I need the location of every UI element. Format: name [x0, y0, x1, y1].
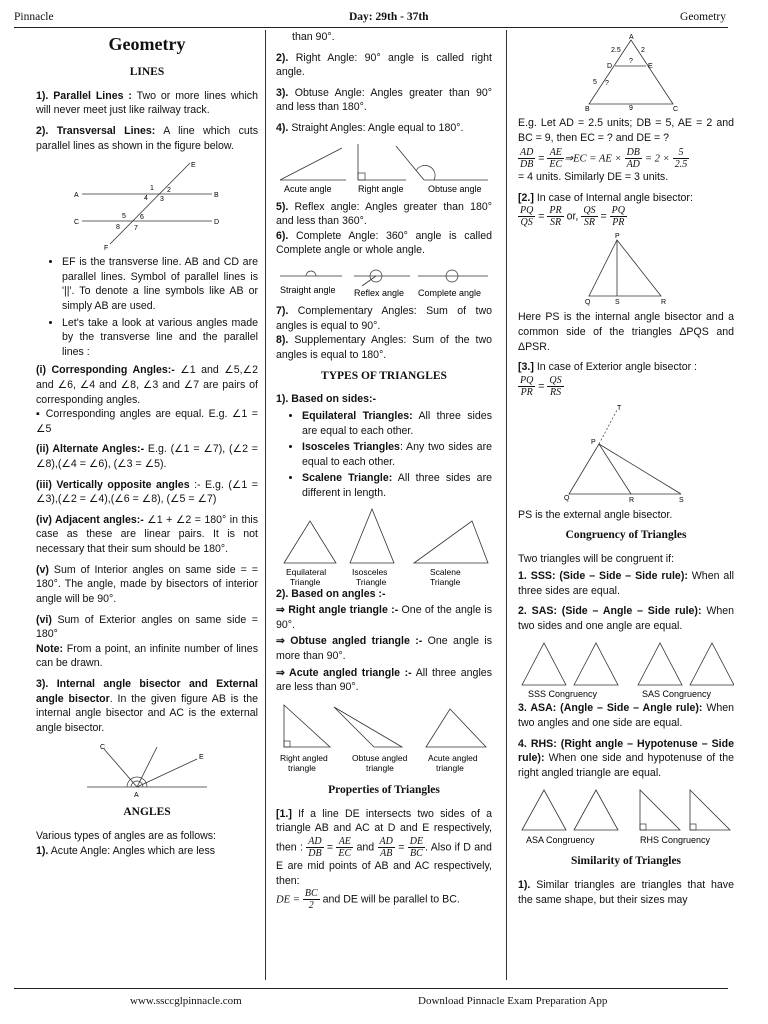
svg-text:B: B	[585, 106, 590, 112]
svg-text:F: F	[104, 245, 109, 252]
interior-angles: (v) Sum of Interior angles on same side = = 180°. The angle, made by bisectors of interior angle will be 90°.	[36, 563, 258, 605]
svg-text:E: E	[191, 162, 196, 170]
footer-app-promo: Download Pinnacle Exam Preparation App	[418, 995, 608, 1007]
svg-text:7: 7	[134, 225, 138, 233]
obtuse-triangle-text: ⇒ Obtuse angled triangle :- One angle is more than 90°.	[276, 635, 492, 663]
svg-text:Complete angle: Complete angle	[418, 288, 482, 299]
asa-rule: 3. ASA: (Angle – Side – Angle rule): When two angles and one side are equal.	[518, 702, 734, 729]
svg-text:2: 2	[641, 47, 645, 54]
svg-text:Equilateral: Equilateral	[286, 566, 327, 577]
corresponding-angles: (i) Corresponding Angles:- ∠1 and ∠5,∠2 and ∠6, ∠4 and ∠8, ∠3 and ∠7 are pairs of corresponding angles. ▪ Corresponding angles are equal. E.g. ∠1 = ∠5	[36, 364, 258, 435]
sas-rule: 2. SAS: (Side – Angle – Side rule): When two sides and one angle are equal.	[518, 605, 734, 632]
svg-text:P: P	[615, 233, 620, 241]
external-bisector-figure	[561, 404, 691, 504]
column-divider	[506, 30, 507, 980]
svg-text:3: 3	[160, 196, 164, 204]
list-item: • Equilateral Triangles: All three sides are equal to each other.	[302, 409, 492, 438]
complementary-angles: 7). Complementary Angles: Sum of two angles is equal to 90°. 8). Supplementary Angles: Sum of the two angles is equal to 180°.	[276, 305, 492, 361]
list-item: • EF is the transverse line. AB and CD are parallel lines. Symbol of parallel lines is '||'. To denote a line symbols like AB or simply AB are used.	[62, 255, 258, 313]
based-on-angles: 2). Based on angles :-	[276, 587, 386, 600]
svg-text:E: E	[199, 754, 204, 762]
svg-text:B: B	[214, 192, 219, 200]
svg-text:C: C	[673, 106, 679, 112]
right-angle-text: 2). Right Angle: 90° angle is called right angle.	[276, 51, 492, 79]
svg-text:C: C	[100, 744, 106, 752]
svg-text:RHS Congruency: RHS Congruency	[640, 835, 711, 846]
straight-angle-text: 4). Straight Angles: Angle equal to 180°.	[276, 122, 464, 135]
right-triangle-text: ⇒ Right angle triangle :- One of the angle is 90°.	[276, 604, 492, 631]
internal-bisector-note: Here PS is the internal angle bisector and a common side of the triangles ΔPQS and ΔPSR.	[518, 311, 734, 353]
svg-text:9: 9	[629, 105, 633, 112]
svg-text:SSS Congruency: SSS Congruency	[528, 689, 598, 700]
svg-text:Acute angled: Acute angled	[428, 752, 478, 763]
svg-text:Obtuse angled: Obtuse angled	[352, 752, 408, 763]
svg-text:1: 1	[150, 185, 154, 193]
svg-text:Obtuse angle: Obtuse angle	[428, 183, 482, 194]
svg-text:S: S	[615, 299, 620, 307]
svg-text:2: 2	[167, 187, 171, 195]
svg-text:Q: Q	[585, 299, 591, 307]
exterior-angles: (vi) Sum of Exterior angles on same side = 180° Note: From a point, an infinite number of lines can be drawn.	[36, 613, 258, 670]
acute-triangle-text: ⇒ Acute angled triangle :- All three angles are less than 90°.	[276, 666, 492, 694]
properties-heading: Properties of Triangles	[328, 783, 440, 796]
alternate-angles: (ii) Alternate Angles:- E.g. (∠1 = ∠7), (∠2 = ∠8),(∠4 = ∠6), (∠3 = ∠5).	[36, 443, 258, 471]
svg-text:triangle: triangle	[288, 762, 316, 773]
angle-triangles-figure	[276, 701, 492, 777]
svg-text:?: ?	[605, 80, 609, 87]
svg-text:Right angle: Right angle	[358, 183, 404, 194]
acute-angle-text: 1). Acute Angle: Angles which are less	[36, 844, 216, 857]
svg-text:6: 6	[140, 214, 144, 222]
angle-bisector-text: 3). Internal angle bisector and External angle bisector. In the given figure AB is the internal angle bisector and AC is the external angle bisector.	[36, 677, 258, 734]
reflex-angle-text: 5). Reflex angle: Angles greater than 180° and less than 360°. 6). Complete Angle: 360° angle is called Complete angle or whole angle.	[276, 200, 492, 257]
angles-heading: ANGLES	[123, 806, 171, 819]
angle-types-figure	[276, 142, 492, 200]
footer-website[interactable]: www.ssccglpinnacle.com	[130, 995, 242, 1007]
svg-text:5: 5	[122, 213, 126, 221]
svg-text:P: P	[591, 438, 596, 446]
svg-text:E: E	[648, 63, 653, 70]
list-item: • Scalene Triangle: All three sides are different in length.	[302, 471, 492, 500]
svg-text:Triangle: Triangle	[290, 576, 321, 587]
svg-text:Scalene: Scalene	[430, 566, 461, 577]
column-2	[276, 30, 492, 985]
lines-heading: LINES	[129, 65, 165, 78]
example-text: E.g. Let AD = 2.5 units; DB = 5, AE = 2 and BC = 9, then EC = ? and DE = ?	[518, 117, 734, 144]
parallel-lines-text: 1). Parallel Lines : Two or more lines which will never meet just like railway track.	[36, 89, 258, 117]
rhs-rule: 4. RHS: (Right angle – Hypotenuse – Side rule): When one side and hypotenuse of the right angled triangle are equal.	[518, 737, 734, 779]
svg-text:?: ?	[629, 58, 633, 65]
svg-text:Reflex angle: Reflex angle	[354, 288, 405, 299]
congruency-heading: Congruency of Triangles	[565, 529, 687, 542]
angles-intro: Various types of angles are as follows:	[36, 830, 216, 843]
sss-rule: 1. SSS: (Side – Side – Side rule): When all three sides are equal.	[518, 569, 734, 597]
svg-text:ASA Congruency: ASA Congruency	[526, 835, 595, 846]
transversal-figure	[72, 159, 222, 251]
transversal-notes	[36, 255, 258, 359]
side-types-list	[276, 409, 492, 501]
svg-text:T: T	[617, 404, 622, 412]
svg-text:SAS Congruency: SAS Congruency	[642, 689, 712, 700]
svg-text:C: C	[74, 219, 80, 227]
footer-rule	[14, 988, 728, 989]
header-left: Pinnacle	[14, 11, 54, 23]
svg-text:Straight angle: Straight angle	[280, 285, 336, 296]
svg-text:5: 5	[593, 79, 597, 86]
header-center: Day: 29th - 37th	[349, 11, 429, 23]
external-bisector-text: [3.] In case of Exterior angle bisector : $\frac{PQ}{PR}$ = $\frac{QS}{RS}$	[518, 361, 697, 398]
sss-sas-figure	[518, 639, 734, 701]
external-bisector-note: PS is the external angle bisector.	[518, 508, 673, 521]
svg-text:D: D	[607, 63, 613, 70]
svg-text:A: A	[134, 792, 139, 800]
angle-types-figure-2	[276, 264, 492, 304]
svg-text:D: D	[214, 219, 220, 227]
asa-rhs-figure	[518, 786, 734, 848]
example-calculation: $\frac{AD}{DB}$ = $\frac{AE}{EC}$ ⇒EC = AE × $\frac{DB}{AD}$ = 2 × $\frac{5}{2.5}$ = 4 units. Similarly DE = 3 units.	[518, 147, 688, 184]
adjacent-angles: (iv) Adjacent angles:- ∠1 + ∠2 = 180° in this case as these are linear pairs. It is not necessary that their sum should be 180°.	[36, 513, 258, 556]
similarity-heading: Similarity of Triangles	[570, 855, 682, 868]
svg-text:A: A	[629, 34, 634, 41]
svg-text:R: R	[629, 496, 635, 504]
similarity-text: 1). Similar triangles are triangles that have the same shape, but their sizes may	[518, 879, 734, 906]
angle-bisector-figure	[82, 741, 212, 799]
svg-text:4: 4	[144, 195, 148, 203]
list-item: • Let's take a look at various angles made by the transverse line and the parallel lines :	[62, 316, 258, 360]
vertically-opposite-angles: (iii) Vertically opposite angles :- E.g. (∠1 = ∠3),(∠2 = ∠4),(∠6 = ∠8), (∠5 = ∠7)	[36, 478, 258, 506]
svg-text:S: S	[679, 496, 684, 504]
page-header	[14, 6, 726, 26]
list-item: • Isosceles Triangles: Any two sides are equal to each other.	[302, 440, 492, 469]
svg-text:Triangle: Triangle	[356, 576, 387, 587]
svg-text:Q: Q	[564, 494, 570, 502]
svg-text:triangle: triangle	[366, 762, 394, 773]
svg-text:Acute angle: Acute angle	[284, 183, 332, 194]
internal-bisector-text: [2.] In case of Internal angle bisector: $\frac{PQ}{QS}$ = $\frac{PR}{SR}$ or, $\frac{QS}{SR}$ = $\frac{PQ}{PR}$	[518, 191, 693, 229]
svg-text:Triangle: Triangle	[430, 576, 461, 587]
svg-text:2.5: 2.5	[611, 47, 621, 54]
based-on-sides: 1). Based on sides:-	[276, 393, 377, 406]
svg-text:Right angled: Right angled	[280, 752, 328, 763]
internal-bisector-figure	[581, 232, 671, 306]
side-triangles-figure	[276, 505, 492, 587]
svg-text:Isosceles: Isosceles	[352, 566, 388, 577]
congruency-intro: Two triangles will be congruent if:	[518, 553, 675, 566]
acute-angle-cont: than 90°.	[292, 31, 335, 43]
header-right: Geometry	[680, 11, 726, 23]
svg-text:R: R	[661, 299, 667, 307]
obtuse-angle-text: 3). Obtuse Angle: Angles greater than 90° and less than 180°.	[276, 86, 492, 114]
mid-point-triangle-figure	[571, 34, 681, 112]
column-1	[36, 30, 258, 985]
header-rule	[14, 27, 728, 28]
svg-text:A: A	[74, 192, 79, 200]
svg-text:triangle: triangle	[436, 762, 464, 773]
property-1: [1.] If a line DE intersects two sides of a triangle AB and AC at D and E respectively, then : $\frac{AD}{DB}$ = $\frac{AE}{EC}$ and $\frac{AD}{AB}$ = $\frac{DE}{BC}$ . Also if D and E are mid points of AB and AC respectively, then: DE = $\frac{BC}{2}$ and DE will be parallel to BC.	[276, 807, 492, 912]
column-3	[518, 30, 734, 985]
svg-text:8: 8	[116, 224, 120, 232]
page-title: Geometry	[108, 34, 186, 54]
transversal-lines-text: 2). Transversal Lines: A line which cuts parallel lines as shown in the figure below.	[36, 124, 258, 152]
column-divider	[265, 30, 266, 980]
triangle-types-heading: TYPES OF TRIANGLES	[321, 369, 447, 382]
